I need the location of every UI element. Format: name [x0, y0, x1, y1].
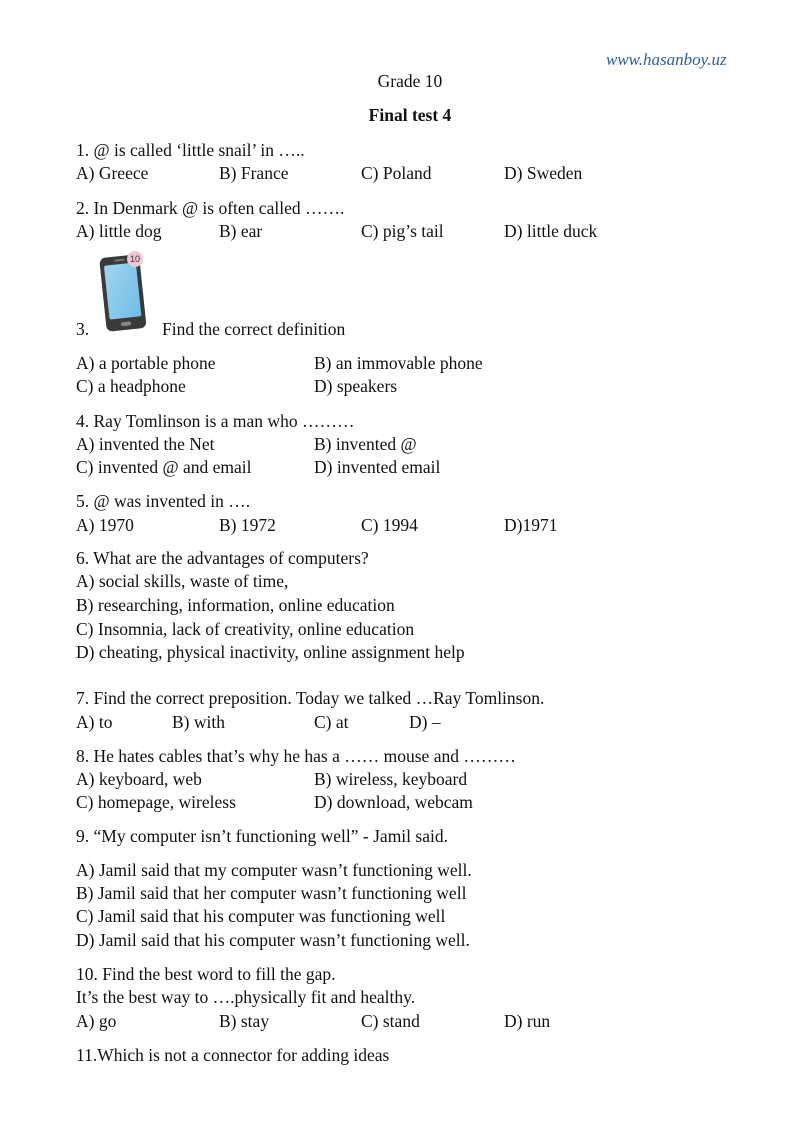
q8-option-d: D) download, webcam	[314, 792, 473, 812]
q10-option-b: B) stay	[219, 1011, 270, 1031]
q6-option-d: D) cheating, physical inactivity, online assignment help	[76, 642, 465, 662]
q3-option-a: A) a portable phone	[76, 353, 216, 373]
q1-option-a: A) Greece	[76, 163, 149, 183]
q8-option-c: C) homepage, wireless	[76, 792, 236, 812]
q10-option-c: C) stand	[361, 1011, 420, 1031]
q9-option-d: D) Jamil said that his computer wasn’t functioning well.	[76, 930, 470, 950]
question-2-text: 2. In Denmark @ is often called …….	[76, 198, 345, 218]
q9-option-c: C) Jamil said that his computer was functioning well	[76, 906, 446, 926]
image-badge: 10	[129, 254, 141, 264]
q10-option-d: D) run	[504, 1011, 551, 1031]
q7-option-a: A) to	[76, 712, 113, 732]
q2-option-b: B) ear	[219, 221, 263, 241]
q3-option-d: D) speakers	[314, 376, 398, 396]
question-3-text: Find the correct definition	[162, 319, 346, 339]
q1-option-b: B) France	[219, 163, 289, 183]
q6-option-c: C) Insomnia, lack of creativity, online education	[76, 619, 415, 639]
q4-option-d: D) invented email	[314, 457, 441, 477]
q9-option-a: A) Jamil said that my computer wasn’t functioning well.	[76, 860, 472, 880]
question-11-text: 11.Which is not a connector for adding ideas	[76, 1045, 390, 1065]
q2-option-a: A) little dog	[76, 221, 162, 241]
grade-label: Grade 10	[377, 71, 443, 91]
page-title: Final test 4	[368, 105, 452, 125]
question-5-text: 5. @ was invented in ….	[76, 491, 251, 511]
question-10-sentence: It’s the best way to ….physically fit and healthy.	[76, 987, 416, 1007]
q7-option-c: C) at	[314, 712, 349, 732]
question-7-text: 7. Find the correct preposition. Today we talked …Ray Tomlinson.	[76, 688, 545, 708]
q2-option-d: D) little duck	[504, 221, 598, 241]
smartphone-image	[99, 250, 153, 334]
q8-option-b: B) wireless, keyboard	[314, 769, 468, 789]
question-6-text: 6. What are the advantages of computers?	[76, 548, 369, 568]
q1-option-c: C) Poland	[361, 163, 432, 183]
question-10-text: 10. Find the best word to fill the gap.	[76, 964, 336, 984]
q7-option-b: B) with	[172, 712, 225, 732]
q2-option-c: C) pig’s tail	[361, 221, 444, 241]
q7-option-d: D) –	[409, 712, 441, 732]
q4-option-a: A) invented the Net	[76, 434, 215, 454]
q6-option-b: B) researching, information, online education	[76, 595, 395, 615]
q9-option-b: B) Jamil said that her computer wasn’t functioning well	[76, 883, 467, 903]
q5-option-d: D)1971	[504, 515, 558, 535]
question-8-text: 8. He hates cables that’s why he has a …… mouse and ………	[76, 746, 516, 766]
question-3-number: 3.	[76, 319, 90, 339]
website-link[interactable]: www.hasanboy.uz	[606, 50, 727, 69]
question-1-text: 1. @ is called ‘little snail’ in …..	[76, 140, 305, 160]
q3-option-c: C) a headphone	[76, 376, 186, 396]
q10-option-a: A) go	[76, 1011, 117, 1031]
q6-option-a: A) social skills, waste of time,	[76, 571, 289, 591]
q8-option-a: A) keyboard, web	[76, 769, 202, 789]
q5-option-c: C) 1994	[361, 515, 418, 535]
q4-option-b: B) invented @	[314, 434, 417, 454]
q3-option-b: B) an immovable phone	[314, 353, 483, 373]
question-4-text: 4. Ray Tomlinson is a man who ………	[76, 411, 355, 431]
question-9-text: 9. “My computer isn’t functioning well” - Jamil said.	[76, 826, 448, 846]
q5-option-a: A) 1970	[76, 515, 134, 535]
q4-option-c: C) invented @ and email	[76, 457, 252, 477]
q1-option-d: D) Sweden	[504, 163, 583, 183]
q5-option-b: B) 1972	[219, 515, 276, 535]
